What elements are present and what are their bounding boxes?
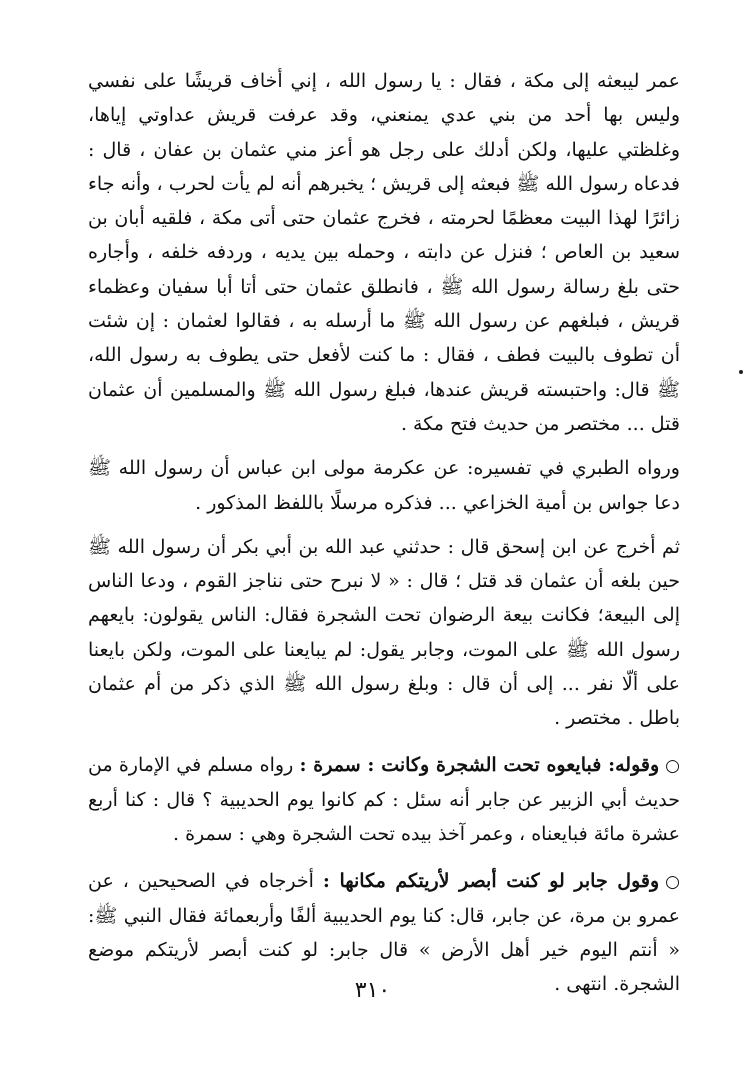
margin-mark [739, 370, 743, 374]
item-text: رواه مسلم في الإمارة من حديث أبي الزبير عن جابر أنه سئل : كم كانوا يوم الحديبية ؟ قال : كنا أربع عشرة مائة فبايعناه ، وعمر آخذ بيده تحت الشجرة وهي : سمرة . [88, 753, 680, 846]
page-number: ٣١٠ [354, 978, 391, 1003]
item-bay-ah-tree [88, 748, 680, 852]
paragraph-tabari: ورواه الطبري في تفسيره: عن عكرمة مولى ابن عباس أن رسول الله ﷺ دعا جواس بن أمية الخزاعي ... فذكره مرسلًا باللفظ المذكور . [88, 457, 680, 514]
paragraph-ibn-ishaq: ثم أخرج عن ابن إسحق قال : حدثني عبد الله بن أبي بكر أن رسول الله ﷺ حين بلغه أن عثمان قد قتل ؛ قال : « لا نبرح حتى نناجز القوم ، ودعا الناس إلى البيعة؛ فكانت بيعة الرضوان تحت الشجرة فقال: الناس يقولون: بايعهم رسول الله ﷺ على الموت، وجابر يقول: لم يبايعنا على الموت، ولكن بايعنا على ألّا نفر ... إلى أن قال : وبلغ رسول الله ﷺ الذي ذكر من أم عثمان باطل . مختصر . [88, 535, 680, 730]
item-text: أخرجاه في الصحيحين ، عن عمرو بن مرة، عن جابر، قال: كنا يوم الحديبية ألفًا وأربعمائة فقال النبي ﷺ: « أنتم اليوم خير أهل الأرض » قال جابر: لو كنت أبصر لأريتكم موضع الشجرة. انتهى . [88, 869, 680, 996]
item-heading: وقوله: فبايعوه تحت الشجرة وكانت : سمرة : [299, 753, 660, 776]
circle-bullet-icon: ○ [665, 871, 680, 892]
paragraph-uthman-mission: عمر ليبعثه إلى مكة ، فقال : يا رسول الله ، إني أخاف قريشًا على نفسي وليس بها أحد من بني عدي يمنعني، وقد عرفت قريش عداوتي إياها، وغلظتي عليها، ولكن أدلك على رجل هو أعز مني عثمان بن عفان ، قال : فدعاه رسول الله ﷺ فبعثه إلى قريش ؛ يخبرهم أنه لم يأت لحرب ، وأنه جاء زائرًا لهذا البيت معظمًا لحرمته ، فخرج عثمان حتى أتى مكة ، فلقيه أبان بن سعيد بن العاص ؛ فنزل عن دابته ، وحمله بين يديه ، وردفه خلفه ، وأجاره حتى بلغ رسالة رسول الله ﷺ ، فانطلق عثمان حتى أتا أبا سفيان وعظماء قريش ، فبلغهم عن رسول الله ﷺ ما أرسله به ، فقالوا لعثمان : إن شئت أن تطوف بالبيت فطف ، فقال : ما كنت لأفعل حتى يطوف به رسول الله، ﷺ قال: واحتبسته قريش عندها، فبلغ رسول الله ﷺ والمسلمين أن عثمان قتل ... مختصر من حديث فتح مكة . [88, 70, 680, 435]
circle-bullet-icon: ○ [665, 755, 680, 776]
item-heading: وقول جابر لو كنت أبصر لأريتكم مكانها : [322, 869, 660, 892]
page-body [88, 64, 680, 1002]
